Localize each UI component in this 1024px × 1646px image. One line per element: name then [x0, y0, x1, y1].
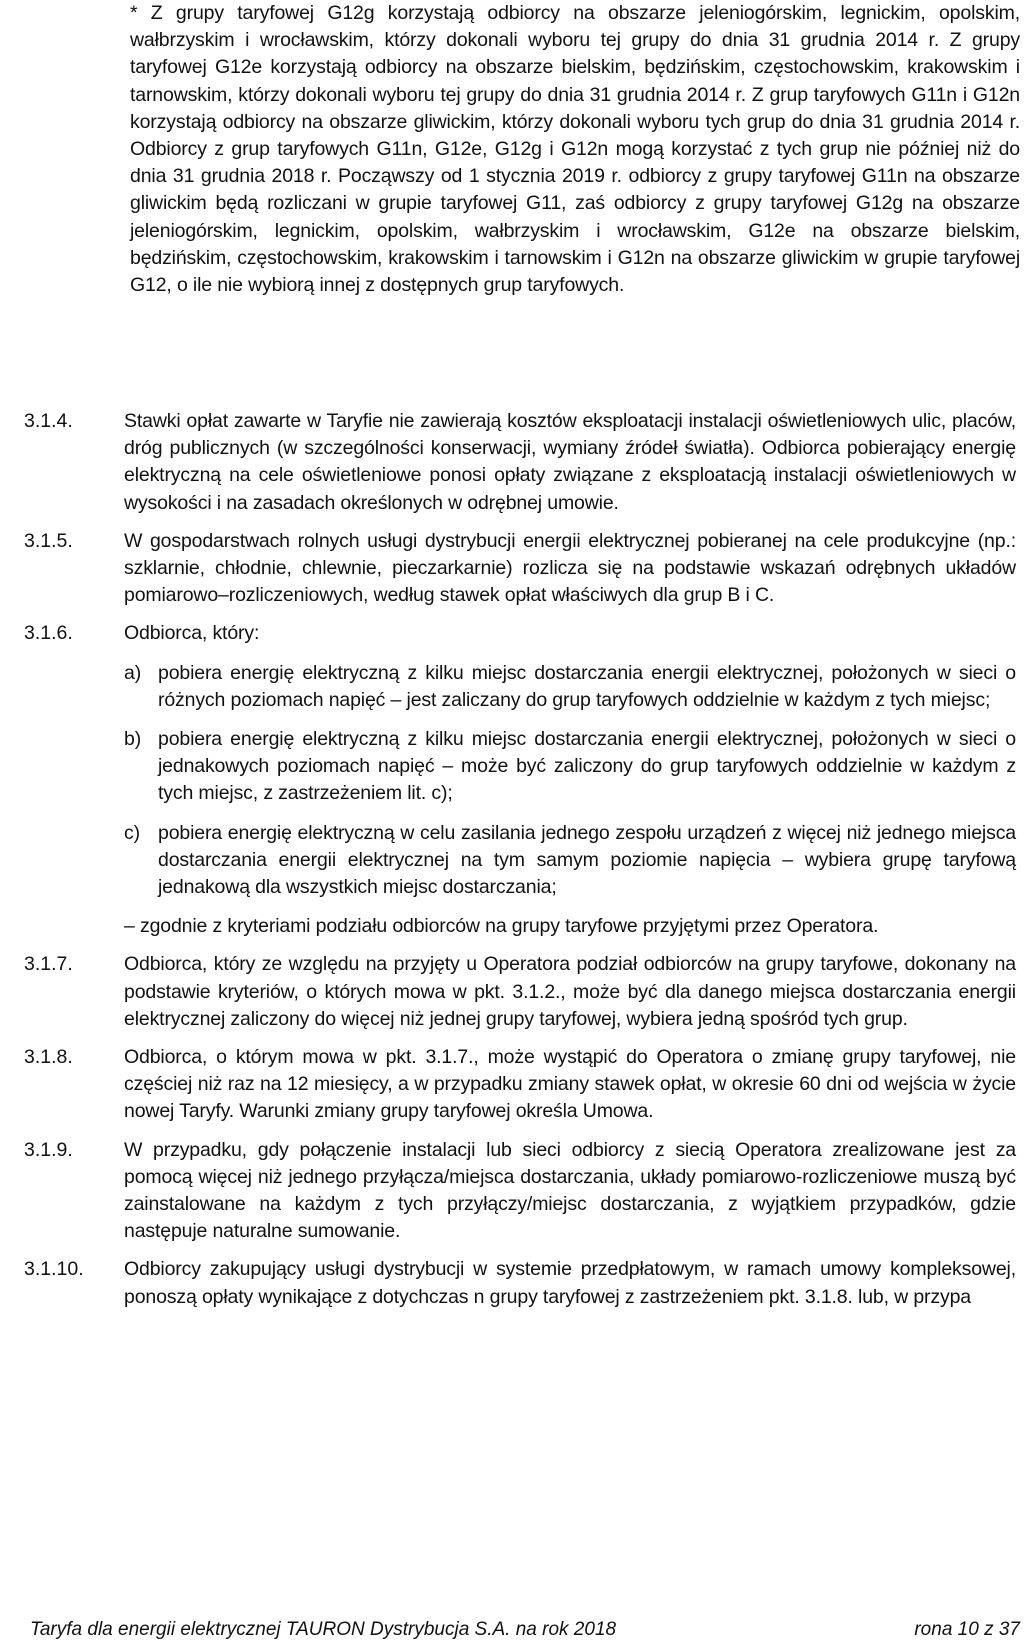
- list-item-letter: a): [124, 661, 142, 684]
- section-3-1-4: [0, 408, 1024, 517]
- section-list: [0, 408, 1024, 1322]
- page-footer: [30, 1618, 1020, 1642]
- list-item-letter: c): [124, 821, 140, 844]
- list-item: [124, 726, 1016, 808]
- section-number: 3.1.4.: [24, 410, 73, 432]
- list-item-text: pobiera energię elektryczną z kilku miejsc dostarczania energii elektrycznej, położonych w sieci o różnych poziomach napięć – jest zaliczany do grup taryfowych oddzielnie w każdym z tych miejsc;: [158, 661, 1016, 711]
- list-item: [124, 660, 1016, 714]
- section-closing: – zgodnie z kryteriami podziału odbiorców na grupy taryfowe przyjętymi przez Operatora.: [124, 915, 879, 938]
- section-text: Odbiorca, o którym mowa w pkt. 3.1.7., może wystąpić do Operatora o zmianę grupy taryfowej, nie częściej niż raz na 12 miesięcy, a w przypadku zmiany stawek opłat, w okresie 60 dni od wejścia w życie nowej Taryfy. Warunki zmiany grupy taryfowej określa Umowa.: [124, 1046, 1016, 1123]
- section-text: Stawki opłat zawarte w Taryfie nie zawierają kosztów eksploatacji instalacji oświetleniowych ulic, placów, dróg publicznych (w szczególności konserwacji, wymiany źródeł światła). Odbiorca pobierający energię elektryczną na cele oświetleniowe ponosi opłaty związane z eksploatacją instalacji oświetleniowych w wysokości i na zasadach określonych w odrębnej umowie.: [124, 410, 1016, 514]
- list-item-letter: b): [124, 728, 142, 751]
- section-number: 3.1.10.: [24, 1258, 84, 1281]
- section-number: 3.1.5.: [24, 529, 73, 552]
- section-body: [124, 620, 1016, 940]
- section-text: W przypadku, gdy połączenie instalacji lub sieci odbiorcy z siecią Operatora zrealizowane jest za pomocą więcej niż jednego przyłącza/miejsca dostarczania, układy pomiarowo-rozliczeniowe muszą być zainstalowane na każdym z tych przyłączy/miejsc dostarczania, z wyjątkiem przypadków, gdzie następuje naturalne sumowanie.: [124, 1138, 1016, 1243]
- footer-document-title: Taryfa dla energii elektrycznej TAURON Dystrybucja S.A. na rok 2018: [30, 1619, 617, 1640]
- section-3-1-6: [0, 620, 1024, 940]
- section-intro: Odbiorca, który:: [124, 622, 260, 645]
- section-number: 3.1.7.: [24, 953, 73, 976]
- section-3-1-10: [0, 1256, 1024, 1310]
- section-number: 3.1.8.: [24, 1046, 73, 1069]
- footnote-paragraph: * Z grupy taryfowej G12g korzystają odbiorcy na obszarze jeleniogórskim, legnickim, opolskim, wałbrzyskim i wrocławskim, którzy dokonali wyboru tej grupy do dnia 31 grudnia 2014 r. Z grupy taryfowej G12e korzystają odbiorcy na obszarze bielskim, będzińskim, częstochowskim, krakowskim i tarnowskim, którzy dokonali wyboru tej grupy do dnia 31 grudnia 2014 r. Z grup taryfowych G11n i G12n korzystają odbiorcy na obszarze gliwickim, którzy dokonali wyboru tych grup do dnia 31 grudnia 2014 r. Odbiorcy z grup taryfowych G11n, G12e, G12g i G12n mogą korzystać z tych grup nie później niż do dnia 31 grudnia 2018 r. Począwszy od 1 stycznia 2019 r. odbiorcy z grupy taryfowej G11n na obszarze gliwickim będą rozliczani w grupie taryfowej G11, zaś odbiorcy z grupy taryfowej G12g na obszarze jeleniogórskim, legnickim, opolskim, wałbrzyskim i wrocławskim, G12e na obszarze bielskim, będzińskim, częstochowskim, krakowskim i tarnowskim i G12n na obszarze gliwickim w grupie taryfowej G12, o ile nie wybiorą innej z dostępnych grup taryfowych.: [130, 2, 1020, 297]
- list-item: [124, 820, 1016, 902]
- list-item-text: pobiera energię elektryczną z kilku miejsc dostarczania energii elektrycznej, położonych w sieci o jednakowych poziomach napięć – może być zaliczony do grup taryfowych oddzielnie w każdym z tych miejsc, z zastrzeżeniem lit. c);: [158, 728, 1016, 805]
- section-text: W gospodarstwach rolnych usługi dystrybucji energii elektrycznej pobieranej na cele produkcyjne (np.: szklarnie, chłodnie, chlewnie, pieczarkarnie) rozlicza się na podstawie wskazań odrębnych układów pomiarowo–rozliczeniowych, według stawek opłat właściwych dla grup B i C.: [124, 529, 1016, 607]
- section-3-1-9: [0, 1137, 1024, 1246]
- section-number: 3.1.6.: [24, 622, 73, 645]
- section-number: 3.1.9.: [24, 1138, 73, 1161]
- list-item-text: pobiera energię elektryczną w celu zasilania jednego zespołu urządzeń z więcej niż jednego miejsca dostarczania energii elektrycznej na tym samym poziomie napięcia – wybiera grupę taryfową jednakową dla wszystkich miejsc dostarczania;: [158, 821, 1016, 899]
- section-3-1-5: [0, 528, 1024, 610]
- section-text: Odbiorca, który ze względu na przyjęty u Operatora podział odbiorców na grupy taryfowe, dokonany na podstawie kryteriów, o których mowa w pkt. 3.1.2., może być dla danego miejsca dostarczania energii elektrycznej zaliczony do więcej niż jednej grupy taryfowej, wybiera jedną spośród tych grup.: [124, 953, 1016, 1030]
- footer-page-number: rona 10 z 37: [914, 1619, 1020, 1640]
- section-3-1-8: [0, 1044, 1024, 1126]
- section-text: Odbiorcy zakupujący usługi dystrybucji w systemie przedpłatowym, w ramach umowy kompleksowej, ponoszą opłaty wynikające z dotychczas n grupy taryfowej z zastrzeżeniem pkt. 3.1.8. lub, w przypa: [124, 1258, 1016, 1308]
- section-3-1-7: [0, 951, 1024, 1033]
